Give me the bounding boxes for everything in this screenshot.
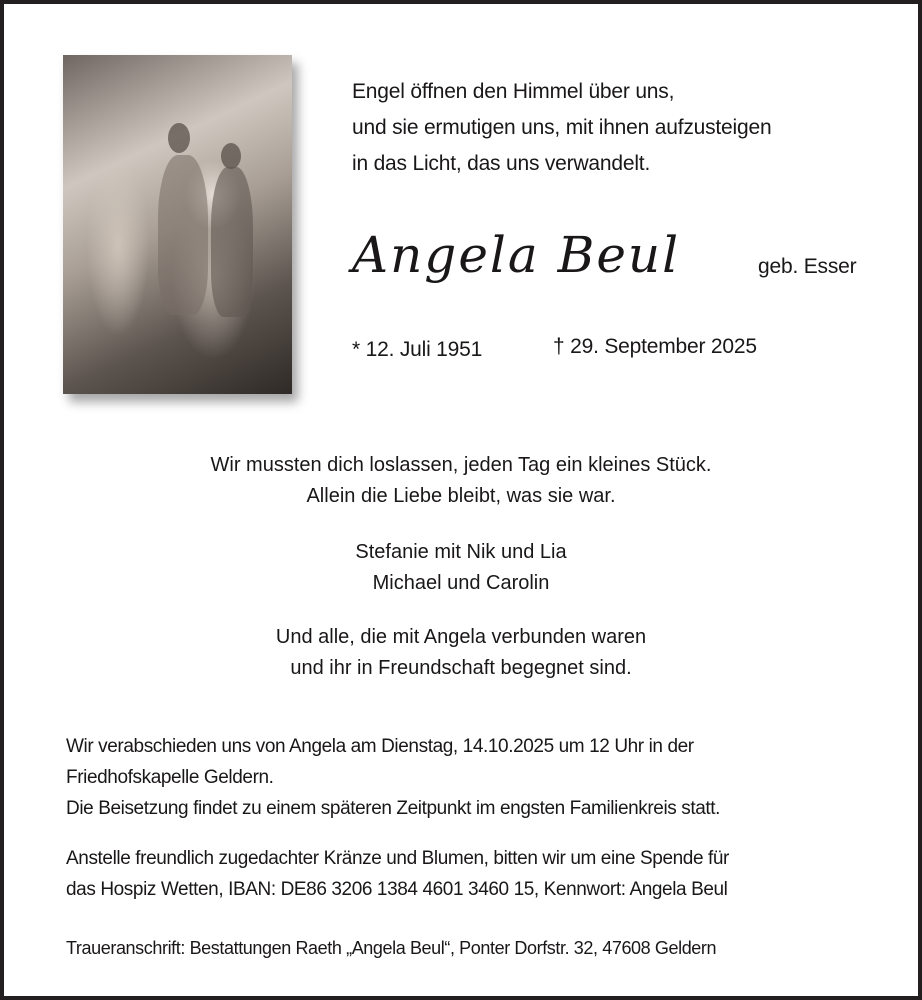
others-line: und ihr in Freundschaft begegnet sind. xyxy=(290,657,632,679)
donation-info xyxy=(66,843,729,905)
ceremony-line: Die Beisetzung findet zu einem späteren Zeitpunkt im engsten Familienkreis statt. xyxy=(66,798,721,819)
verse-line: Wir mussten dich loslassen, jeden Tag ein kleines Stück. xyxy=(210,454,712,476)
figure-body xyxy=(211,167,253,317)
death-date: † 29. September 2025 xyxy=(553,335,757,358)
poem xyxy=(352,74,771,182)
birth-date: * 12. Juli 1951 xyxy=(352,338,483,361)
mourning-address: Traueranschrift: Bestattungen Raeth „Angela Beul“, Ponter Dorfstr. 32, 47608 Geldern xyxy=(66,938,717,958)
ceremony-line: Friedhofskapelle Geldern. xyxy=(66,767,274,788)
ceremony-line: Wir verabschieden uns von Angela am Dienstag, 14.10.2025 um 12 Uhr in der xyxy=(66,736,694,757)
poem-line: in das Licht, das uns verwandelt. xyxy=(352,152,651,175)
verse-line: Allein die Liebe bleibt, was sie war. xyxy=(306,485,616,507)
deceased-name: Angela Beul xyxy=(352,226,681,284)
family-signatures xyxy=(0,537,922,599)
angel-body xyxy=(158,155,208,315)
poem-line: und sie ermutigen uns, mit ihnen aufzusteigen xyxy=(352,116,772,139)
others-line: Und alle, die mit Angela verbunden waren xyxy=(275,626,647,648)
angel-painting-image xyxy=(63,55,292,394)
poem-line: Engel öffnen den Himmel über uns, xyxy=(352,80,675,103)
maiden-name: geb. Esser xyxy=(758,255,857,278)
ceremony-info xyxy=(66,731,720,824)
angel-head xyxy=(168,123,190,153)
family-line: Michael und Carolin xyxy=(372,572,550,594)
family-line: Stefanie mit Nik und Lia xyxy=(355,541,567,563)
donation-line: das Hospiz Wetten, IBAN: DE86 3206 1384 4601 3460 15, Kennwort: Angela Beul xyxy=(66,879,728,900)
farewell-verse xyxy=(0,450,922,512)
figure-head xyxy=(221,143,241,169)
donation-line: Anstelle freundlich zugedachter Kränze und Blumen, bitten wir um eine Spende für xyxy=(66,848,729,869)
friends-signature xyxy=(0,622,922,684)
